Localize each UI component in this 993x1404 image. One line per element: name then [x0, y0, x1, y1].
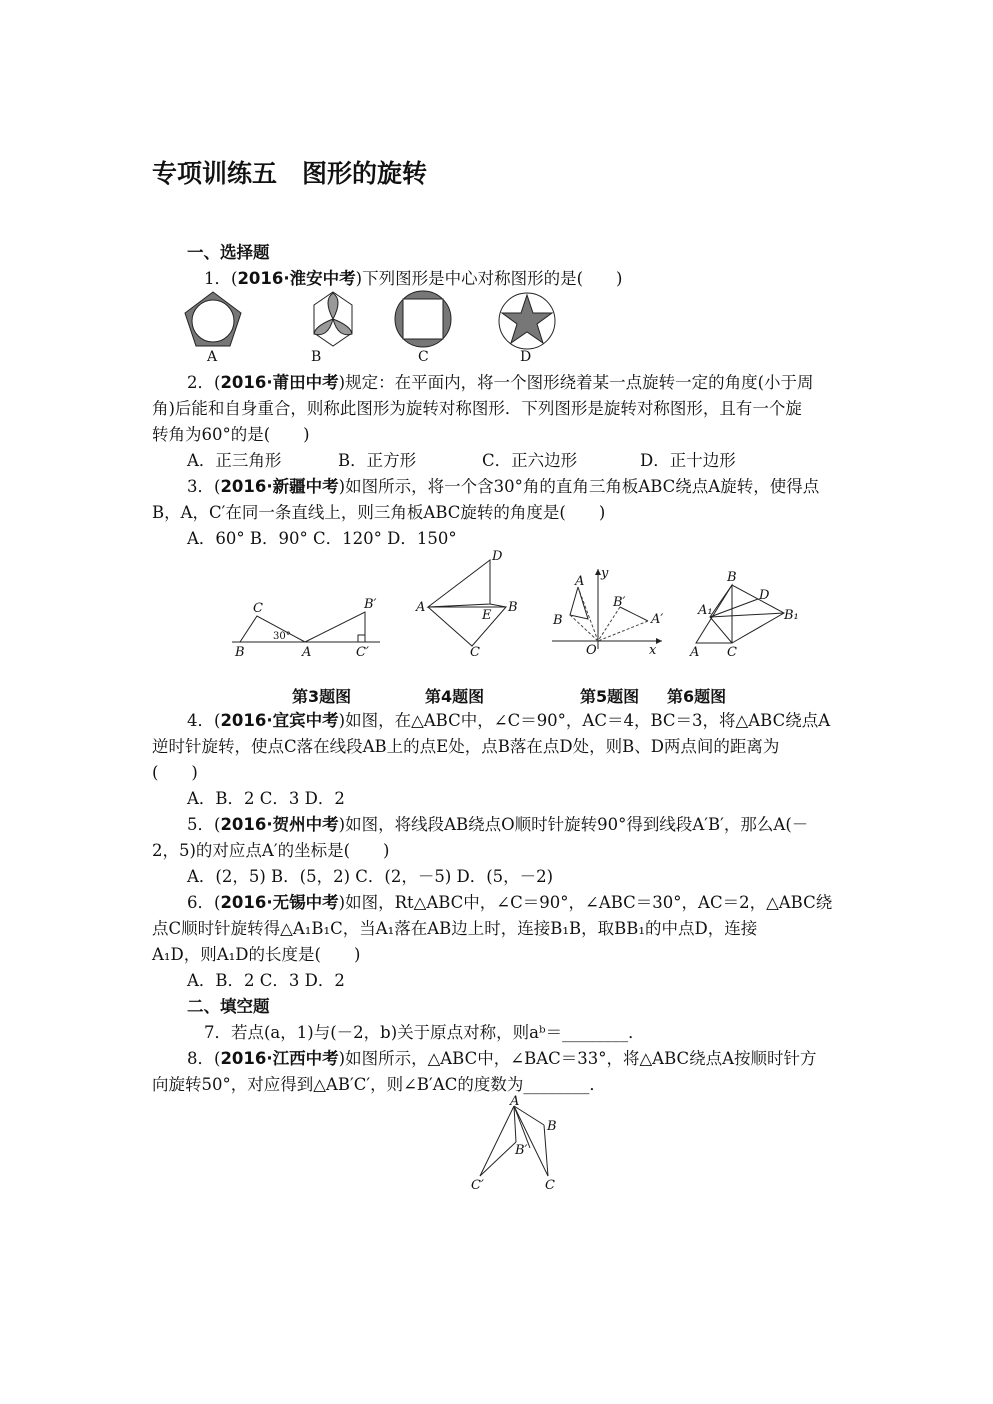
fig8-label-a: A [510, 1094, 520, 1109]
question-2-line-2: 角)后能和自身重合，则称此图形为旋转对称图形．下列图形是旋转对称图形，且有一个旋 [152, 399, 802, 418]
fig4-label-a: A [416, 600, 426, 615]
q2-option-b: B．正方形 [338, 451, 417, 470]
question-2-line-3: 转角为60°的是( ) [152, 425, 310, 444]
question-6-line-3: A₁D，则A₁D的长度是( ) [152, 945, 361, 964]
question-6: 6．(2016·无锡中考)如图，Rt△ABC中，∠C＝90°，∠ABC＝30°，AC＝2，△ABC绕 [187, 893, 833, 912]
q5-options: A．(2，5) B．(5，2) C．(2，－5) D．(5，－2) [187, 867, 554, 886]
fig6-label-a: A [690, 645, 700, 660]
question-4: 4．(2016·宜宾中考)如图，在△ABC中，∠C＝90°，AC＝4，BC＝3，将△ABC绕点A [187, 711, 831, 730]
question-4-line-2: 逆时针旋转，使点C落在线段AB上的点E处，点B落在点D处，则B、D两点间的距离为 [152, 737, 780, 756]
question-5: 5．(2016·贺州中考)如图，将线段AB绕点O顺时针旋转90°得到线段A′B′，那么A(－ [187, 815, 809, 834]
section-heading-fill: 二、填空题 [187, 997, 270, 1016]
q1-shape-c-square [403, 299, 443, 339]
fig4-label-b: B [508, 600, 518, 615]
fig6-label-b: B [727, 570, 737, 585]
figure-4 [420, 560, 520, 650]
q2-option-d: D．正十边形 [640, 451, 736, 470]
figure-5-caption: 第5题图 [580, 687, 640, 706]
fig4-label-c: C [470, 645, 480, 660]
fig5-label-o: O [586, 643, 597, 658]
q1-option-a: A [207, 349, 218, 365]
fig3-label-b: B [235, 645, 245, 660]
q4-options: A．B．2 C．3 D．2 [187, 789, 345, 808]
question-4-line-3: ( ) [152, 763, 198, 782]
fig5-label-x: x [649, 643, 657, 658]
question-1: 1．(2016·淮安中考)下列图形是中心对称图形的是( ) [204, 269, 623, 288]
q1-option-d: D [520, 349, 532, 365]
question-6-line-2: 点C顺时针旋转得△A₁B₁C，当A₁落在AB边上时，连接B₁B，取BB₁的中点D，连接 [152, 919, 758, 938]
fig5-label-b-prime: B′ [613, 595, 626, 610]
page-title: 专项训练五 图形的旋转 [152, 159, 428, 188]
question-3-line-2: B，A，C′在同一条直线上，则三角板ABC旋转的角度是( ) [152, 503, 606, 522]
fig3-angle-label: 30° [273, 631, 291, 642]
section-heading-choice: 一、选择题 [187, 243, 270, 262]
fig8-label-b: B [547, 1119, 557, 1134]
fig5-label-a-prime: A′ [651, 612, 664, 627]
fig6-label-c: C [727, 645, 737, 660]
question-5-line-2: 2，5)的对应点A′的坐标是( ) [152, 841, 390, 860]
figure-8 [470, 1100, 560, 1180]
fig8-label-c-prime: C′ [471, 1178, 484, 1193]
q1-shape-a-circle [192, 300, 234, 342]
figure-3-caption: 第3题图 [292, 687, 352, 706]
fig4-label-d: D [492, 549, 503, 564]
fig3-label-c-prime: C′ [356, 645, 369, 660]
q1-option-c: C [418, 349, 429, 365]
figure-4-caption: 第4题图 [425, 687, 485, 706]
fig6-label-d: D [759, 588, 770, 603]
fig5-label-b: B [553, 613, 563, 628]
question-8-line-2: 向旋转50°，对应得到△AB′C′，则∠B′AC的度数为________． [152, 1075, 606, 1094]
question-3: 3．(2016·新疆中考)如图所示，将一个含30°角的直角三角板ABC绕点A旋转，使得点 [187, 477, 820, 496]
fig3-label-c: C [253, 601, 263, 616]
figure-6-caption: 第6题图 [667, 687, 727, 706]
q2-option-c: C．正六边形 [482, 451, 578, 470]
fig6-label-b1: B₁ [784, 608, 799, 623]
q1-option-b: B [311, 349, 322, 365]
fig4-label-e: E [482, 608, 492, 623]
fig5-label-a: A [575, 574, 585, 589]
q6-options: A．B．2 C．3 D．2 [187, 971, 345, 990]
fig3-label-b-prime: B′ [364, 597, 377, 612]
question-2: 2．(2016·莆田中考)规定：在平面内，将一个图形绕着某一点旋转一定的角度(小于周 [187, 373, 814, 392]
fig8-label-c: C [545, 1178, 555, 1193]
question-8: 8．(2016·江西中考)如图所示，△ABC中，∠BAC＝33°，将△ABC绕点A按顺时针方 [187, 1049, 817, 1068]
q2-option-a: A．正三角形 [187, 451, 282, 470]
q1-shapes-figure [180, 290, 580, 352]
figure-5 [550, 565, 670, 650]
fig6-label-a1: A₁ [698, 603, 713, 618]
q3-options: A．60° B．90° C．120° D．150° [187, 529, 457, 548]
question-7: 7．若点(a，1)与(－2，b)关于原点对称，则aᵇ＝________． [204, 1023, 645, 1042]
fig5-label-y: y [601, 566, 609, 581]
fig8-label-b-prime: B′ [515, 1143, 528, 1158]
fig3-label-a: A [302, 645, 312, 660]
